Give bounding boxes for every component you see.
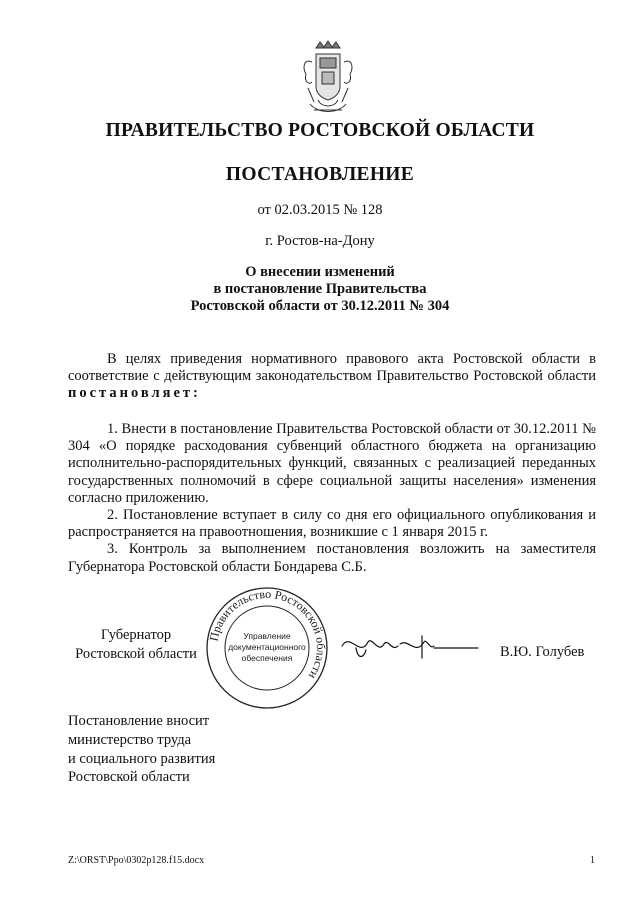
submitter-note: Постановление вносит министерство труда и социального развития Ростовской области — [68, 713, 216, 786]
items-block — [68, 421, 596, 576]
coat-of-arms-icon — [298, 38, 358, 118]
signatory-title: Губернатор Ростовской области — [75, 627, 197, 662]
organization-title: ПРАВИТЕЛЬСТВО РОСТОВСКОЙ ОБЛАСТИ — [105, 120, 535, 141]
preamble — [68, 351, 596, 403]
decree-word: постановляет: — [68, 385, 201, 402]
subject-line: Ростовской области от 30.12.2011 № 304 — [190, 298, 450, 314]
item-1: 1. Внести в постановление Правительства Ростовской области от 30.12.2011 № 304 «О порядке расходования субвенций областного бюджета на организацию исполнительно-распорядительных функций, связанных с реализацией переданных государственных полномочий в сфере социальной защиты населения» изменения согласно приложению. — [68, 421, 596, 506]
subject-block — [0, 264, 640, 315]
page-number: 1 — [590, 855, 595, 866]
signatory-name: В.Ю. Голубев — [500, 644, 585, 660]
stamp-center-line: Управление — [243, 631, 291, 641]
item-3: 3. Контроль за выполнением постановления возложить на заместителя Губернатора Ростовской области Бондарева С.Б. — [68, 541, 596, 575]
date-number: от 02.03.2015 № 128 — [257, 202, 383, 218]
preamble-text: В целях приведения нормативного правового акта Ростовской области в соответствие с действующим законодательством Правительство Ростовской области — [68, 351, 596, 385]
handwritten-signature — [338, 628, 480, 668]
official-stamp — [204, 585, 330, 711]
subject-line: О внесении изменений — [245, 264, 395, 280]
subject-line: в постановление Правительства — [213, 281, 427, 297]
stamp-center-line: документационного — [228, 642, 306, 652]
stamp-ring-text: Правительство Ростовской области — [206, 586, 329, 682]
city: г. Ростов-на-Дону — [265, 233, 375, 249]
file-path: Z:\ORST\Ppo\0302p128.f15.docx — [68, 855, 205, 866]
document-type: ПОСТАНОВЛЕНИЕ — [225, 164, 415, 185]
stamp-center-line: обеспечения — [241, 653, 293, 663]
item-2: 2. Постановление вступает в силу со дня его официального опубликования и распространяется на правоотношения, возникшие с 1 января 2015 г. — [68, 507, 596, 541]
